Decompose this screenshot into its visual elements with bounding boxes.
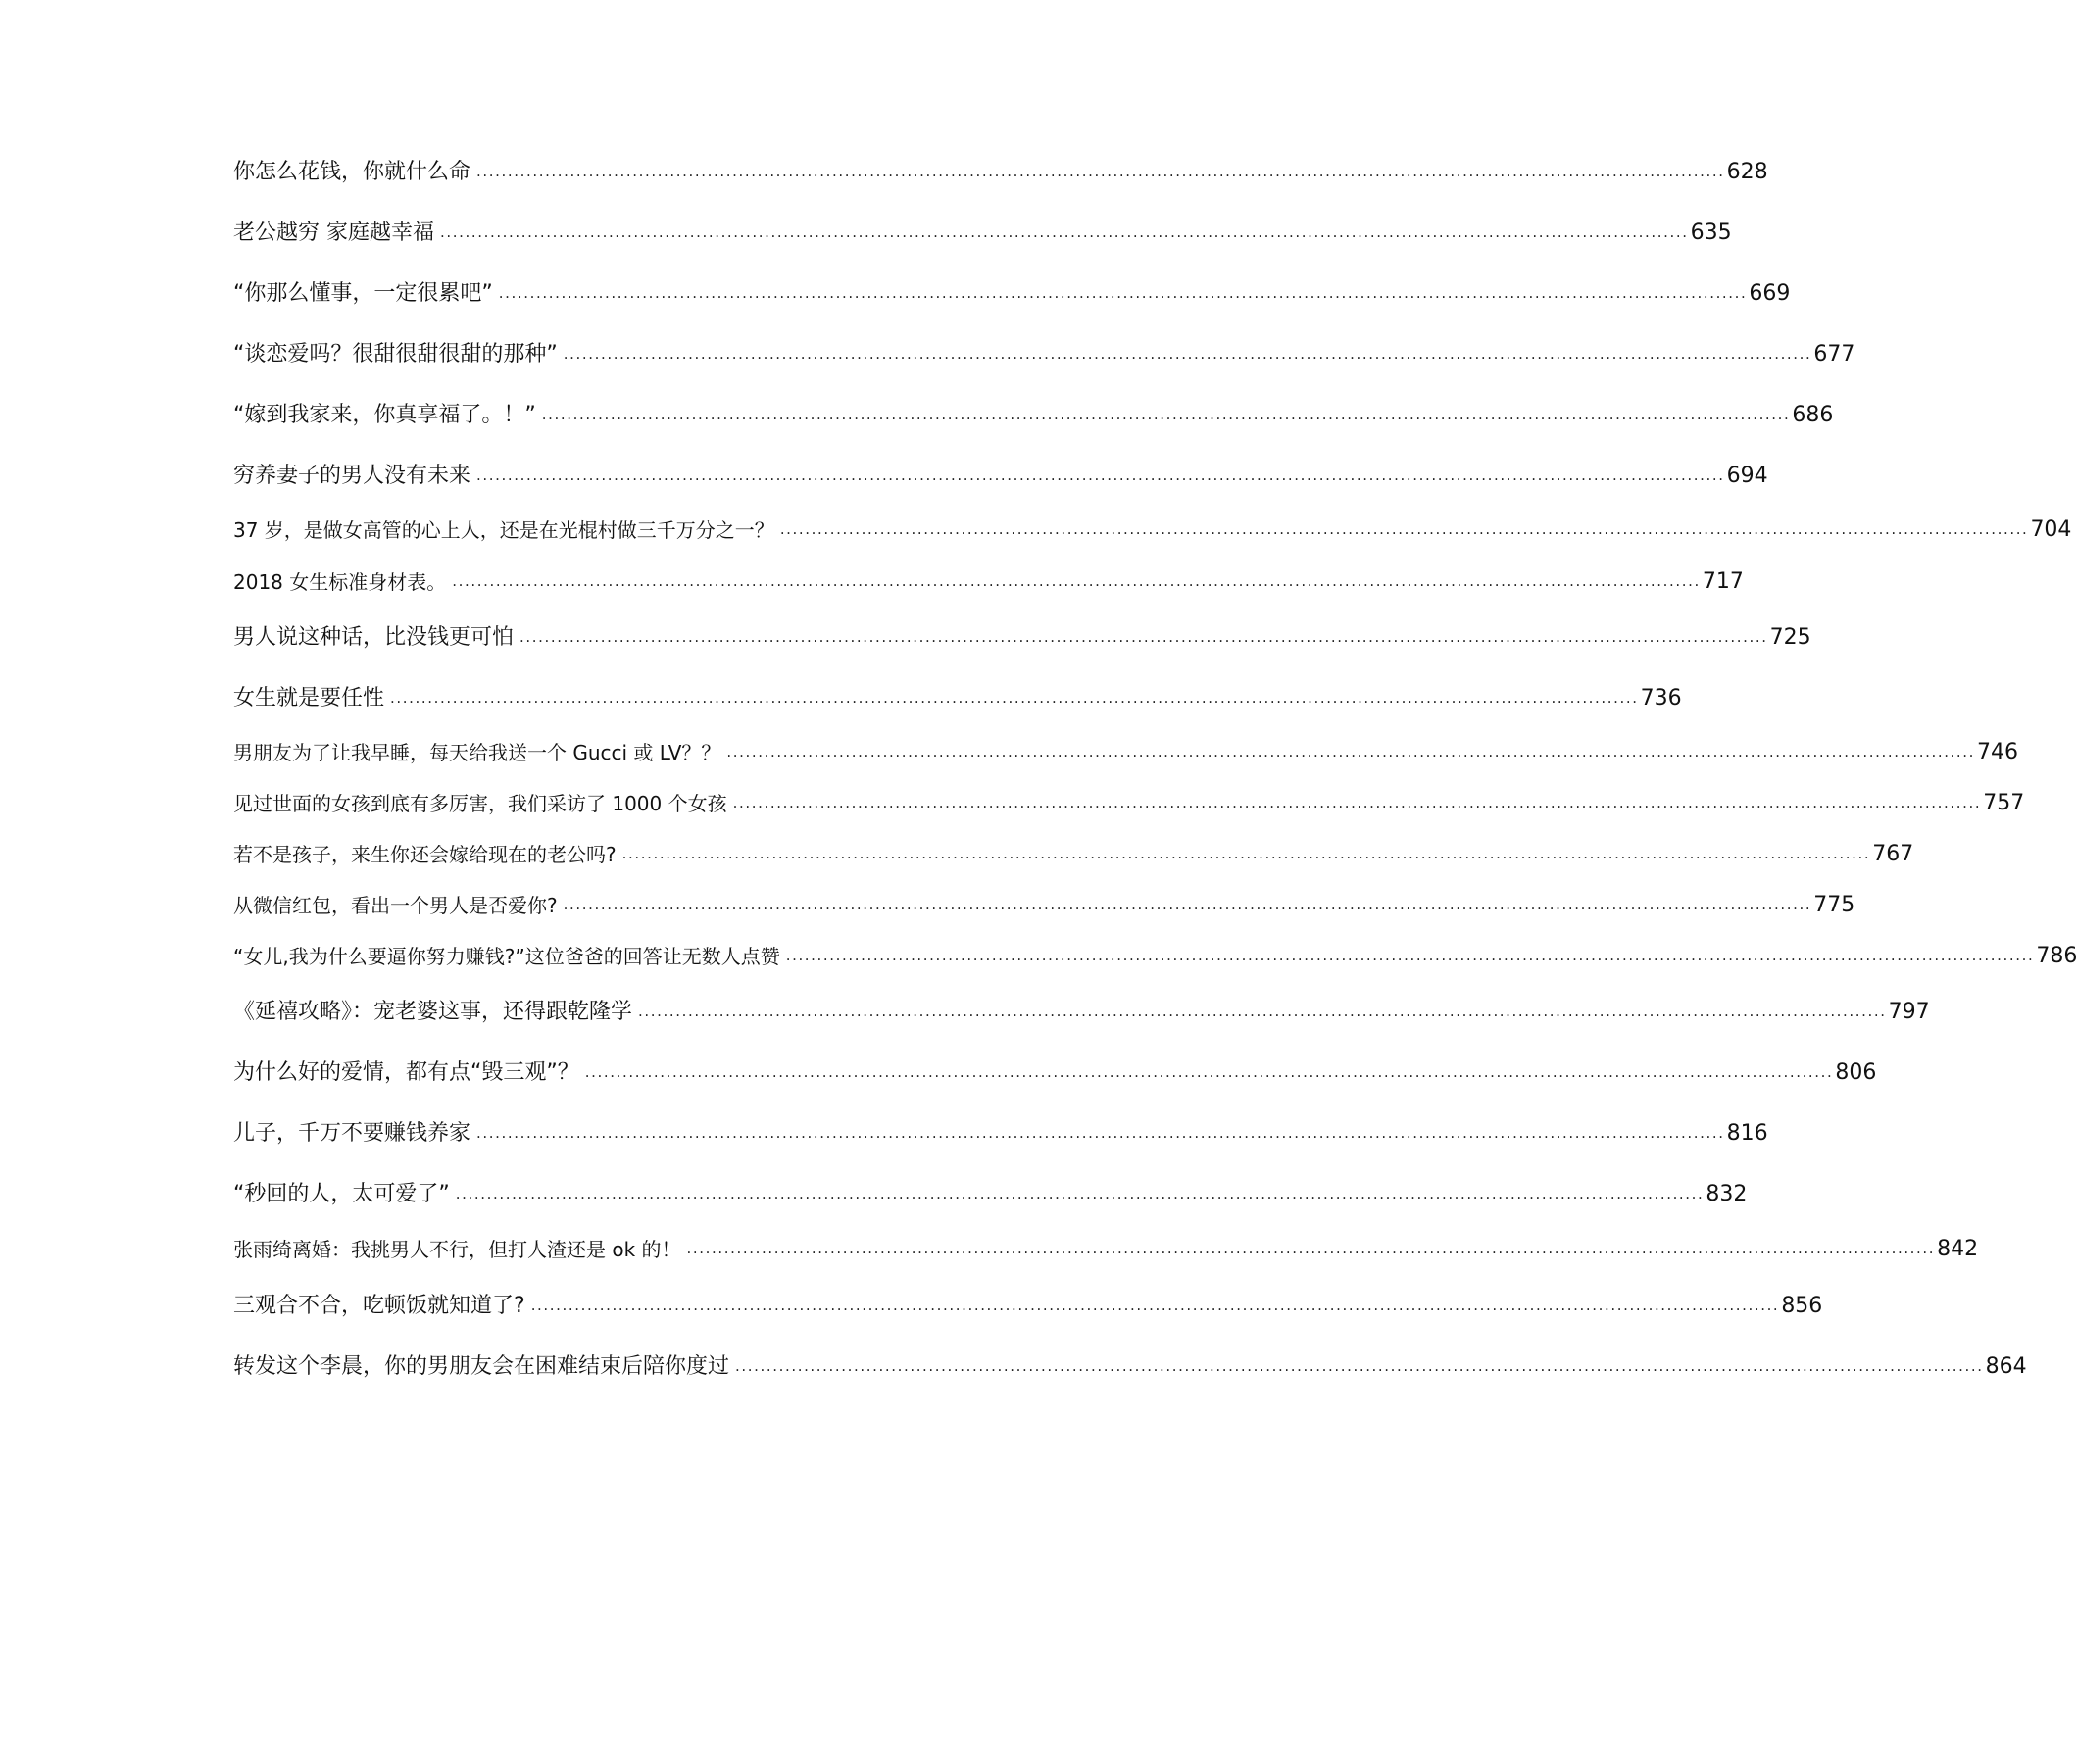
toc-entry-title: 女生就是要任性 <box>233 686 385 710</box>
toc-entry[interactable] <box>233 734 2019 767</box>
toc-entry-page-number: 842 <box>1937 1237 1979 1261</box>
dot-leader: ........................................................................................................................................................................................................ <box>476 466 1725 484</box>
toc-entry-page-number: 775 <box>1813 893 1855 917</box>
dot-leader: ........................................................................................................................................................................................................ <box>563 896 1812 913</box>
toc-entry[interactable] <box>233 1054 1877 1088</box>
dot-leader: ........................................................................................................................................................................................................ <box>785 947 2035 964</box>
toc-entry-page-number: 686 <box>1792 403 1834 427</box>
dot-leader: ........................................................................................................................................................................................................ <box>530 1297 1780 1314</box>
toc-entry[interactable] <box>233 1115 1768 1149</box>
toc-entry-title: 张雨绮离婚：我挑男人不行，但打人渣还是 ok 的！ <box>233 1238 681 1261</box>
toc-entry[interactable] <box>233 1288 1823 1321</box>
toc-entry-page-number: 628 <box>1726 160 1768 184</box>
toc-entry-title: 男人说这种话，比没钱更可怕 <box>233 625 515 650</box>
toc-entry-page-number: 725 <box>1769 625 1811 650</box>
toc-entry[interactable] <box>233 564 1744 597</box>
toc-entry-page-number: 864 <box>1985 1354 2027 1379</box>
toc-entry-page-number: 786 <box>2036 944 2077 968</box>
dot-leader: ........................................................................................................................................................................................................ <box>440 223 1689 241</box>
toc-entry[interactable] <box>233 887 1855 920</box>
toc-entry-page-number: 767 <box>1872 842 1914 866</box>
dot-leader: ........................................................................................................................................................................................................ <box>732 794 1982 811</box>
toc-entry-page-number: 736 <box>1640 686 1682 710</box>
toc-entry-page-number: 677 <box>1813 342 1855 367</box>
dot-leader: ........................................................................................................................................................................................................ <box>452 572 1701 590</box>
toc-entry-page-number: 816 <box>1726 1121 1768 1146</box>
toc-entry[interactable] <box>233 619 1811 653</box>
toc-entry-title: 见过世面的女孩到底有多厉害，我们采访了 1000 个女孩 <box>233 792 727 815</box>
toc-entry-title: “嫁到我家来，你真享福了。！” <box>233 403 536 427</box>
toc-entry-page-number: 806 <box>1835 1060 1877 1085</box>
dot-leader: ........................................................................................................................................................................................................ <box>779 520 2029 538</box>
dot-leader: ........................................................................................................................................................................................................ <box>476 163 1725 180</box>
toc-entry[interactable] <box>233 336 1855 369</box>
toc-entry[interactable] <box>233 938 2077 971</box>
toc-entry-title: 37 岁，是做女高管的心上人，还是在光棍村做三千万分之一？ <box>233 518 774 542</box>
toc-entry[interactable] <box>233 215 1732 248</box>
dot-leader: ........................................................................................................................................................................................................ <box>726 743 1976 760</box>
toc-entry-page-number: 856 <box>1781 1294 1823 1318</box>
toc-entry[interactable] <box>233 785 2025 818</box>
dot-leader: ........................................................................................................................................................................................................ <box>498 284 1748 302</box>
toc-entry[interactable] <box>233 458 1768 491</box>
toc-entry[interactable] <box>233 275 1791 309</box>
toc-entry-page-number: 635 <box>1690 220 1732 245</box>
toc-entry-title: 2018 女生标准身材表。 <box>233 570 447 594</box>
dot-leader: ........................................................................................................................................................................................................ <box>584 1063 1834 1081</box>
toc-entry-page-number: 704 <box>2030 517 2072 542</box>
toc-entry-page-number: 669 <box>1749 281 1791 306</box>
toc-entry-title: 《延禧攻略》：宠老婆这事，还得跟乾隆学 <box>233 1000 633 1024</box>
toc-entry-title: 老公越穷 家庭越幸福 <box>233 220 434 245</box>
dot-leader: ........................................................................................................................................................................................................ <box>455 1185 1705 1202</box>
toc-entry[interactable] <box>233 680 1682 713</box>
toc-entry[interactable] <box>233 1176 1748 1209</box>
toc-entry-page-number: 797 <box>1888 1000 1930 1024</box>
toc-entry-page-number: 746 <box>1977 740 2019 764</box>
toc-entry[interactable] <box>233 1231 1979 1264</box>
toc-entry[interactable] <box>233 836 1914 869</box>
toc-entry-title: 为什么好的爱情，都有点“毁三观”？ <box>233 1060 579 1085</box>
dot-leader: ........................................................................................................................................................................................................ <box>735 1357 1984 1375</box>
toc-entry-title: 儿子，千万不要赚钱养家 <box>233 1121 471 1146</box>
toc-entry-title: 三观合不合，吃顿饭就知道了? <box>233 1294 525 1318</box>
toc-entry-title: “女儿,我为什么要逼你努力赚钱?”这位爸爸的回答让无数人点赞 <box>233 945 780 968</box>
toc-entry[interactable] <box>233 1348 2027 1382</box>
toc-entry-title: “你那么懂事，一定很累吧” <box>233 281 493 306</box>
toc-entry-page-number: 832 <box>1706 1182 1748 1206</box>
toc-entry-title: “谈恋爱吗？很甜很甜很甜的那种” <box>233 342 558 367</box>
dot-leader: ........................................................................................................................................................................................................ <box>541 406 1791 423</box>
toc-entry-page-number: 757 <box>1983 791 2025 815</box>
toc-entry-title: “秒回的人，太可爱了” <box>233 1182 450 1206</box>
toc-entry-title: 男朋友为了让我早睡，每天给我送一个 Gucci 或 LV？？ <box>233 741 721 764</box>
toc-entry[interactable] <box>233 397 1834 430</box>
toc-entry-title: 穷养妻子的男人没有未来 <box>233 464 471 488</box>
toc-entry[interactable] <box>233 994 1930 1027</box>
dot-leader: ........................................................................................................................................................................................................ <box>686 1240 1936 1257</box>
toc-entry-title: 若不是孩子，来生你还会嫁给现在的老公吗? <box>233 843 617 866</box>
dot-leader: ........................................................................................................................................................................................................ <box>638 1003 1887 1020</box>
toc-entry-title: 从微信红包，看出一个男人是否爱你? <box>233 894 558 917</box>
dot-leader: ........................................................................................................................................................................................................ <box>390 689 1639 707</box>
toc-entry-title: 你怎么花钱，你就什么命 <box>233 160 471 184</box>
toc-entry[interactable] <box>233 512 2072 545</box>
toc-entry[interactable] <box>233 154 1768 187</box>
toc-entry-title: 转发这个李晨，你的男朋友会在困难结束后陪你度过 <box>233 1354 730 1379</box>
dot-leader: ........................................................................................................................................................................................................ <box>621 845 1871 862</box>
dot-leader: ........................................................................................................................................................................................................ <box>563 345 1812 363</box>
toc-entry-page-number: 694 <box>1726 464 1768 488</box>
dot-leader: ........................................................................................................................................................................................................ <box>476 1124 1725 1142</box>
dot-leader: ........................................................................................................................................................................................................ <box>519 628 1768 646</box>
toc-entry-page-number: 717 <box>1702 569 1744 594</box>
